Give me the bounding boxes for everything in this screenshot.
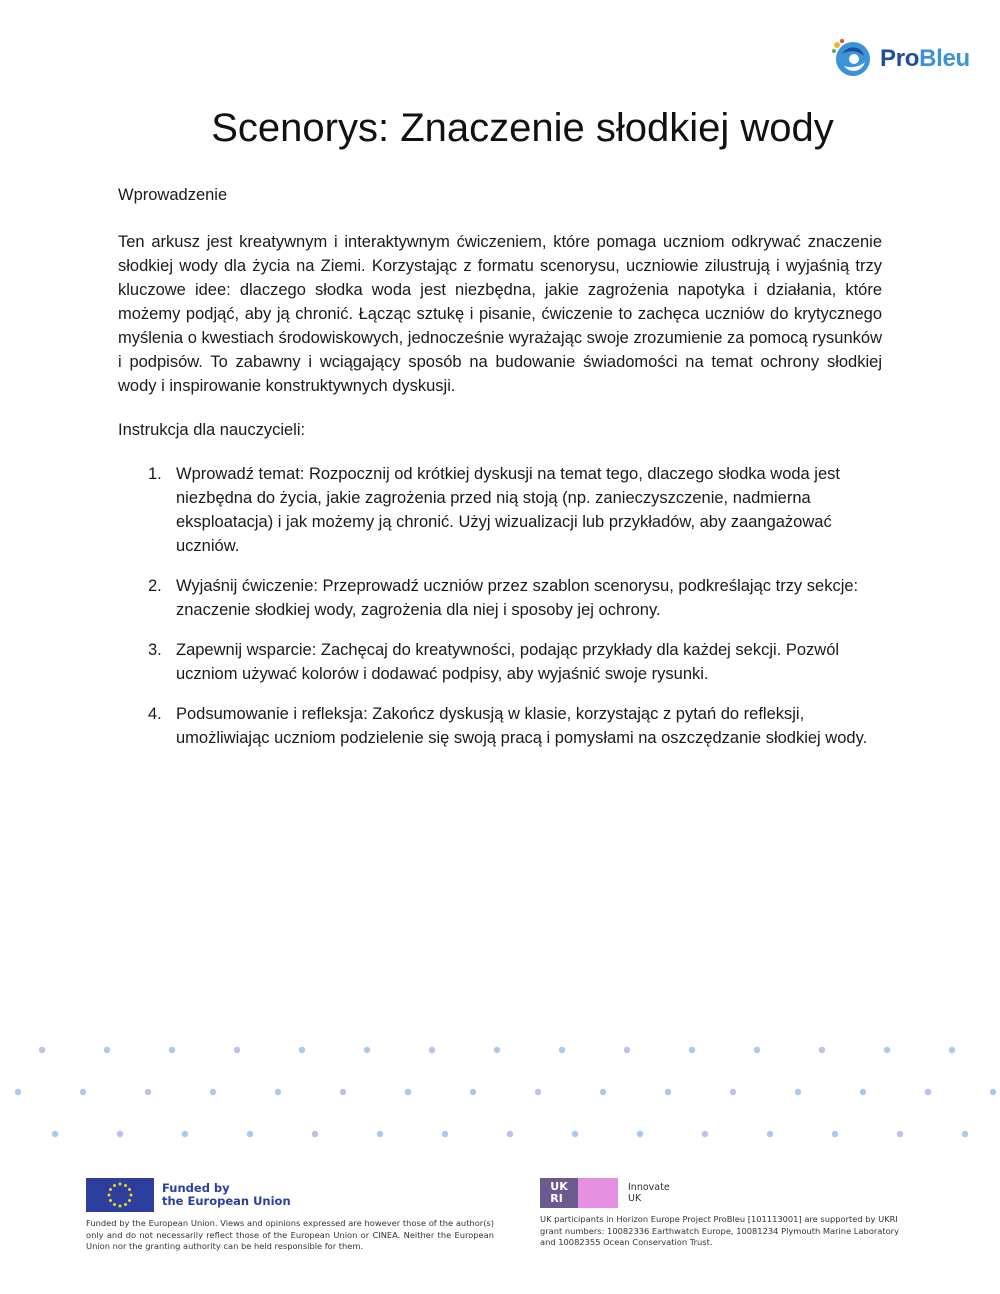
document-body [118,183,882,766]
intro-heading: Wprowadzenie [118,186,228,204]
decorative-dot [210,1089,216,1095]
uk-funding-text: UK participants in Horizon Europe Project ProBleu [101113001] are supported by UKRI grant numbers: 10082336 Earthwatch Europe, 10081234 Plymouth Marine Laboratory and 10082355 Ocean Conservation Trust. [540,1214,900,1247]
decorative-dot [169,1047,175,1053]
decorative-dot [990,1089,996,1095]
probleu-logo [830,36,970,82]
eu-flag-icon [86,1178,154,1212]
decorative-dot [39,1047,45,1053]
decorative-dot [572,1131,578,1137]
list-item: 1. Wprowadź temat: Rozpocznij od krótkiej dyskusji na temat tego, dlaczego słodka woda jest niezbędna do życia, jakie zagrożenia przed nią stoją (np. zanieczyszczenie, nadmierna eksploatacja) i jak możemy ją chronić. Użyj wizualizacji lub przykładów, aby zaangażować uczniów. [148,465,840,555]
page-title: Scenorys: Znaczenie słodkiej wody [211,106,834,150]
decorative-dot [949,1047,955,1053]
decorative-dot [665,1089,671,1095]
decorative-dot [962,1131,968,1137]
decorative-dot [600,1089,606,1095]
innovate-uk-label: Innovate UK [628,1182,670,1204]
decorative-dot [247,1131,253,1137]
ukri-logo: UK RI [540,1178,618,1208]
decorative-dot [234,1047,240,1053]
eu-funded-label: Funded by the European Union [162,1181,291,1208]
decorative-dot [624,1047,630,1053]
list-item: 4. Podsumowanie i refleksja: Zakończ dyskusją w klasie, korzystając z pytań do refleksji, umożliwiając uczniom podzielenie się swoją pracą i pomysłami na oszczędzanie słodkiej wody. [148,705,868,747]
list-item: 2. Wyjaśnij ćwiczenie: Przeprowadź uczniów przez szablon scenorysu, podkreślając trzy sekcje: znaczenie słodkiej wody, zagrożenia dla niej i sposoby jej ochrony. [148,577,859,619]
decorative-dot [689,1047,695,1053]
decorative-dot [15,1089,21,1095]
decorative-dot [299,1047,305,1053]
decorative-dots [0,1030,1000,1150]
decorative-dot [795,1089,801,1095]
decorative-dot [182,1131,188,1137]
decorative-dot [470,1089,476,1095]
decorative-dot [104,1047,110,1053]
decorative-dot [312,1131,318,1137]
decorative-dot [117,1131,123,1137]
decorative-dot [897,1131,903,1137]
decorative-dot [754,1047,760,1053]
probleu-logo-icon [830,36,876,82]
decorative-dot [884,1047,890,1053]
decorative-dot [429,1047,435,1053]
intro-paragraph: Ten arkusz jest kreatywnym i interaktywnym ćwiczeniem, które pomaga uczniom odkrywać znaczenie słodkiej wody dla życia na Ziemi. Korzystając z formatu scenorysu, uczniowie zilustrują i wyjaśnią trzy kluczowe idee: dlaczego słodka woda jest niezbędna, jakie zagrożenia napotyka i działania, które możemy podjąć, aby ją chronić. Łącząc sztukę i pisanie, ćwiczenie to zachęca uczniów do krytycznego myślenia o kwestiach środowiskowych, jednocześnie wyrażając swoje zrozumienie za pomocą rysunków i podpisów. To zabawny i wciągający sposób na budowanie świadomości na temat ochrony słodkiej wody i inspirowanie konstruktywnych dyskusji. [118,233,882,395]
list-item: 3. Zapewnij wsparcie: Zachęcaj do kreatywności, podając przykłady dla każdej sekcji. Pozwól uczniom używać kolorów i dodawać podpisy, aby wyjaśnić swoje rysunki. [148,641,840,683]
eu-disclaimer: Funded by the European Union. Views and opinions expressed are however those of the author(s) only and do not necessarily reflect those of the European Union or CINEA. Neither the European Union nor the granting authority can be held responsible for them. [86,1218,494,1251]
decorative-dot [860,1089,866,1095]
decorative-dot [405,1089,411,1095]
decorative-dot [925,1089,931,1095]
eu-funding-block [86,1178,494,1253]
decorative-dot [535,1089,541,1095]
decorative-dot [275,1089,281,1095]
decorative-dot [364,1047,370,1053]
decorative-dot [340,1089,346,1095]
decorative-dot [52,1131,58,1137]
decorative-dot [702,1131,708,1137]
decorative-dot [442,1131,448,1137]
decorative-dot [819,1047,825,1053]
decorative-dot [730,1089,736,1095]
decorative-dot [494,1047,500,1053]
decorative-dot [507,1131,513,1137]
decorative-dot [80,1089,86,1095]
decorative-dot [559,1047,565,1053]
logo-wordmark: ProBleu [880,45,970,72]
decorative-dot [377,1131,383,1137]
decorative-dot [832,1131,838,1137]
decorative-dot [637,1131,643,1137]
decorative-dot [767,1131,773,1137]
uk-funding-block [540,1178,900,1249]
instructions-list [118,462,882,750]
decorative-dot [145,1089,151,1095]
instructions-heading: Instrukcja dla nauczycieli: [118,421,306,439]
